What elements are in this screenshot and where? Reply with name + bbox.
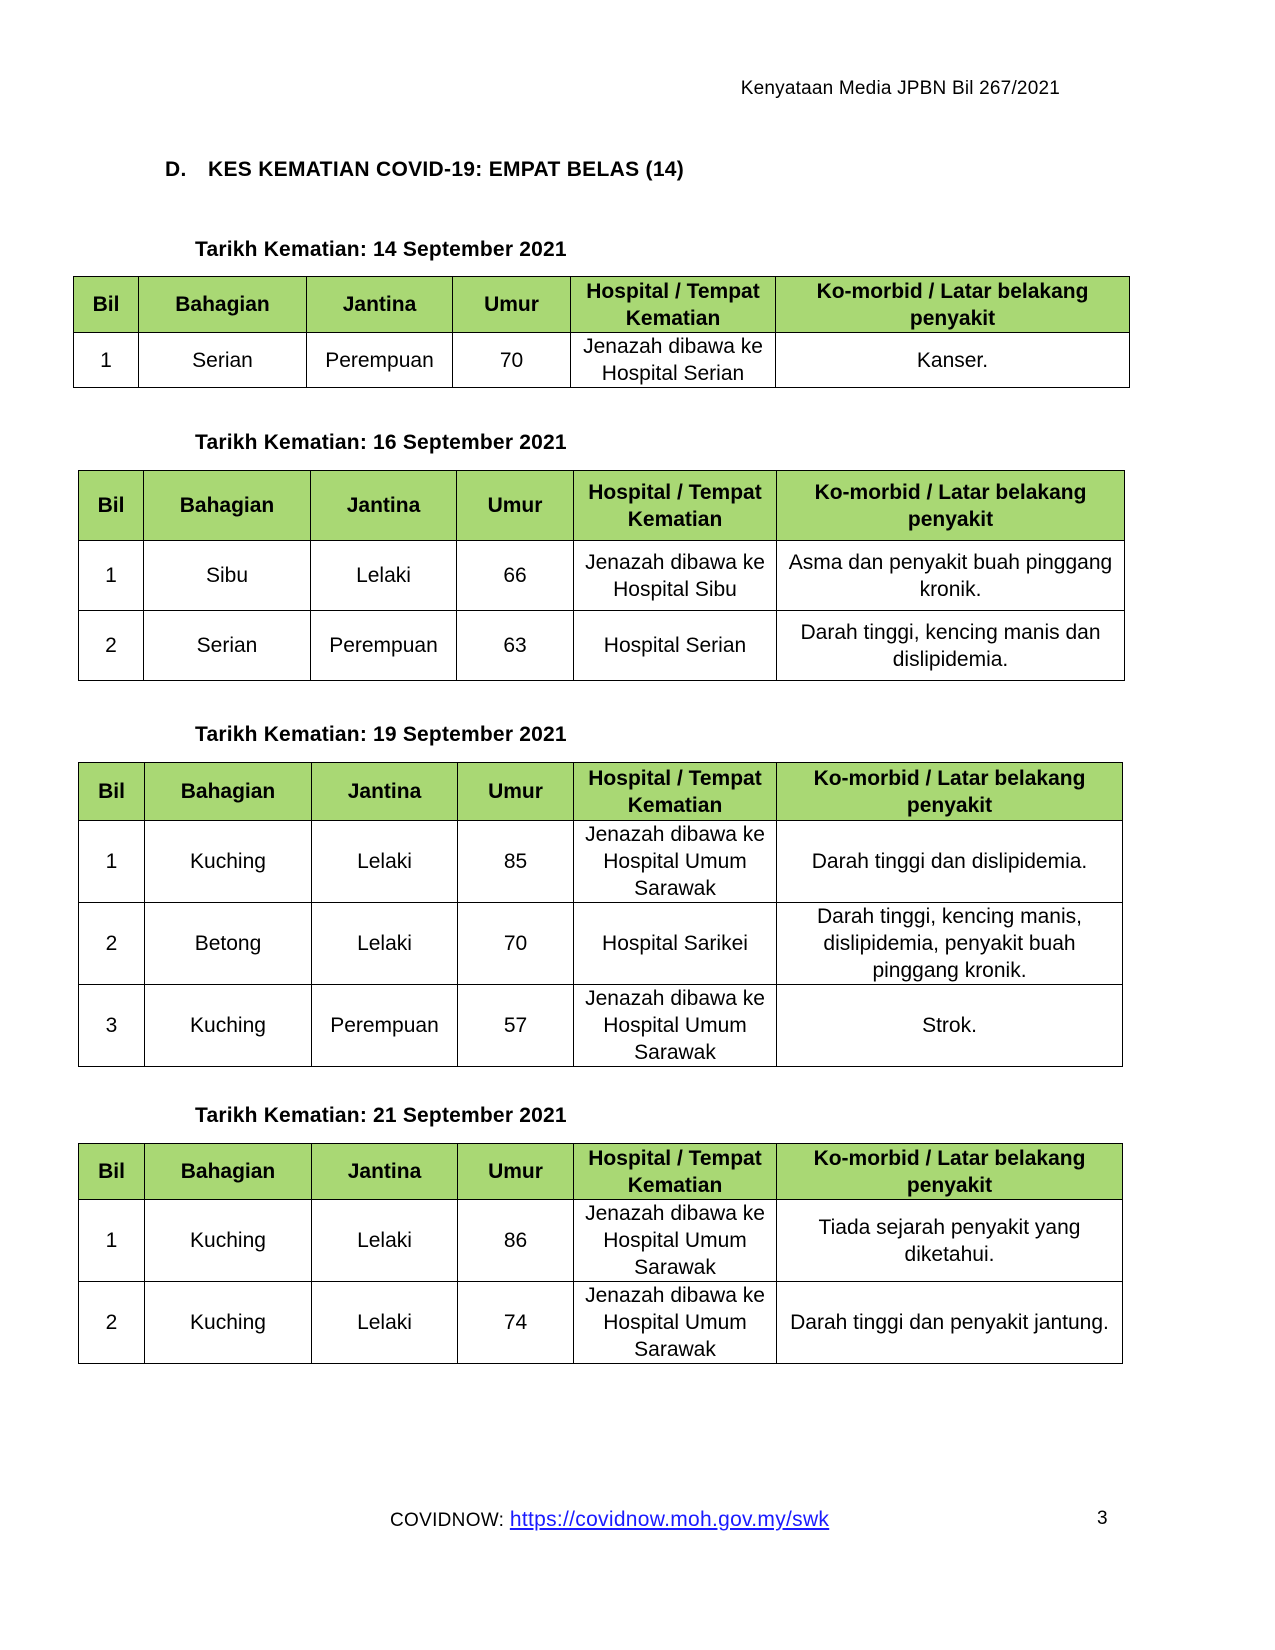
col-umur-cell: 74 — [458, 1282, 574, 1364]
header-col-hospital: Hospital / Tempat Kematian — [574, 471, 777, 541]
section-letter: D. — [165, 158, 187, 181]
footer — [390, 1508, 829, 1532]
col-umur-cell: 70 — [453, 333, 571, 388]
footer-label: COVIDNOW: — [390, 1510, 505, 1531]
col-hospital-cell: Jenazah dibawa ke Hospital Serian — [571, 333, 776, 388]
table-header-row — [79, 471, 1125, 541]
header-col-jantina: Jantina — [311, 471, 457, 541]
header-col-komorbid: Ko-morbid / Latar belakang penyakit — [777, 471, 1125, 541]
section-title — [165, 158, 684, 182]
table-header-row — [79, 1144, 1123, 1200]
header-col-bil: Bil — [79, 471, 144, 541]
col-komorbid-cell: Asma dan penyakit buah pinggang kronik. — [777, 541, 1125, 611]
table-row — [79, 1282, 1123, 1364]
header-col-bil: Bil — [74, 277, 139, 333]
header-col-bahagian: Bahagian — [145, 1144, 312, 1200]
col-bil-cell: 1 — [79, 541, 144, 611]
table-row — [79, 821, 1123, 903]
col-komorbid-cell: Darah tinggi, kencing manis dan dislipidemia. — [777, 611, 1125, 681]
col-komorbid-cell: Darah tinggi dan penyakit jantung. — [777, 1282, 1123, 1364]
col-bahagian-cell: Kuching — [145, 1282, 312, 1364]
header-col-umur: Umur — [458, 1144, 574, 1200]
deaths-table — [78, 762, 1123, 1067]
section-heading: KES KEMATIAN COVID-19: EMPAT BELAS (14) — [208, 158, 685, 181]
deaths-table — [73, 276, 1130, 388]
header-col-umur: Umur — [457, 471, 574, 541]
document-reference: Kenyataan Media JPBN Bil 267/2021 — [740, 78, 1060, 99]
col-bil-cell: 2 — [79, 611, 144, 681]
col-komorbid-cell: Kanser. — [776, 333, 1130, 388]
col-hospital-cell: Jenazah dibawa ke Hospital Sibu — [574, 541, 777, 611]
col-bahagian-cell: Serian — [144, 611, 311, 681]
date-title: Tarikh Kematian: 19 September 2021 — [195, 723, 567, 746]
col-umur-cell: 66 — [457, 541, 574, 611]
col-hospital-cell: Jenazah dibawa ke Hospital Umum Sarawak — [574, 821, 777, 903]
header-col-bahagian: Bahagian — [144, 471, 311, 541]
table-row — [79, 903, 1123, 985]
table-row — [74, 333, 1130, 388]
header-col-komorbid: Ko-morbid / Latar belakang penyakit — [777, 1144, 1123, 1200]
header-col-bil: Bil — [79, 763, 145, 821]
header-col-bahagian: Bahagian — [139, 277, 307, 333]
col-umur-cell: 85 — [458, 821, 574, 903]
col-bil-cell: 2 — [79, 903, 145, 985]
table-row — [79, 541, 1125, 611]
col-hospital-cell: Jenazah dibawa ke Hospital Umum Sarawak — [574, 1282, 777, 1364]
col-hospital-cell: Hospital Sarikei — [574, 903, 777, 985]
table-row — [79, 985, 1123, 1067]
col-bahagian-cell: Sibu — [144, 541, 311, 611]
col-jantina-cell: Perempuan — [311, 611, 457, 681]
table-header-row — [74, 277, 1130, 333]
col-bil-cell: 1 — [79, 821, 145, 903]
header-col-jantina: Jantina — [312, 763, 458, 821]
col-jantina-cell: Lelaki — [312, 1282, 458, 1364]
col-jantina-cell: Lelaki — [312, 903, 458, 985]
header-col-jantina: Jantina — [312, 1144, 458, 1200]
col-jantina-cell: Lelaki — [312, 1200, 458, 1282]
col-jantina-cell: Lelaki — [312, 821, 458, 903]
header-col-komorbid: Ko-morbid / Latar belakang penyakit — [776, 277, 1130, 333]
col-komorbid-cell: Tiada sejarah penyakit yang diketahui. — [777, 1200, 1123, 1282]
header-col-bil: Bil — [79, 1144, 145, 1200]
col-bil-cell: 2 — [79, 1282, 145, 1364]
deaths-table — [78, 1143, 1123, 1364]
header-col-umur: Umur — [458, 763, 574, 821]
covidnow-link[interactable]: https://covidnow.moh.gov.my/swk — [509, 1508, 830, 1531]
col-bahagian-cell: Kuching — [145, 985, 312, 1067]
col-bil-cell: 1 — [74, 333, 139, 388]
col-hospital-cell: Hospital Serian — [574, 611, 777, 681]
deaths-table — [78, 470, 1125, 681]
col-komorbid-cell: Darah tinggi dan dislipidemia. — [777, 821, 1123, 903]
header-col-jantina: Jantina — [307, 277, 453, 333]
col-umur-cell: 70 — [458, 903, 574, 985]
header-col-hospital: Hospital / Tempat Kematian — [571, 277, 776, 333]
header-col-hospital: Hospital / Tempat Kematian — [574, 1144, 777, 1200]
header-col-umur: Umur — [453, 277, 571, 333]
col-komorbid-cell: Strok. — [777, 985, 1123, 1067]
col-umur-cell: 57 — [458, 985, 574, 1067]
col-umur-cell: 63 — [457, 611, 574, 681]
col-bahagian-cell: Kuching — [145, 821, 312, 903]
col-hospital-cell: Jenazah dibawa ke Hospital Umum Sarawak — [574, 985, 777, 1067]
table-row — [79, 611, 1125, 681]
col-jantina-cell: Perempuan — [312, 985, 458, 1067]
date-title: Tarikh Kematian: 21 September 2021 — [195, 1104, 567, 1127]
table-row — [79, 1200, 1123, 1282]
date-title: Tarikh Kematian: 14 September 2021 — [195, 238, 567, 261]
page-number: 3 — [1097, 1508, 1108, 1529]
date-title: Tarikh Kematian: 16 September 2021 — [195, 431, 567, 454]
col-komorbid-cell: Darah tinggi, kencing manis, dislipidemia, penyakit buah pinggang kronik. — [777, 903, 1123, 985]
header-col-hospital: Hospital / Tempat Kematian — [574, 763, 777, 821]
col-jantina-cell: Lelaki — [311, 541, 457, 611]
col-bil-cell: 1 — [79, 1200, 145, 1282]
header-col-komorbid: Ko-morbid / Latar belakang penyakit — [777, 763, 1123, 821]
col-bahagian-cell: Serian — [139, 333, 307, 388]
col-jantina-cell: Perempuan — [307, 333, 453, 388]
col-bil-cell: 3 — [79, 985, 145, 1067]
col-bahagian-cell: Betong — [145, 903, 312, 985]
header-col-bahagian: Bahagian — [145, 763, 312, 821]
col-bahagian-cell: Kuching — [145, 1200, 312, 1282]
col-umur-cell: 86 — [458, 1200, 574, 1282]
table-header-row — [79, 763, 1123, 821]
col-hospital-cell: Jenazah dibawa ke Hospital Umum Sarawak — [574, 1200, 777, 1282]
